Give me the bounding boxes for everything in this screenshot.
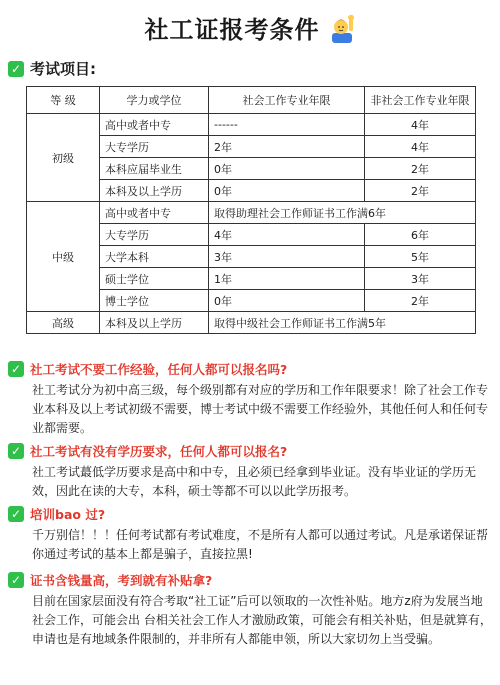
merged-requirement-cell: 取得中级社会工作师证书工作满5年 [209, 312, 476, 334]
social-years-cell: 0年 [209, 158, 365, 180]
social-years-cell: 0年 [209, 290, 365, 312]
education-cell: 博士学位 [100, 290, 209, 312]
qa-item [8, 442, 492, 501]
non-social-years-cell: 2年 [365, 290, 476, 312]
header-social-work-years: 社会工作专业年限 [209, 87, 365, 114]
education-cell: 大专学历 [100, 136, 209, 158]
qa-answer: 社工考试分为初中高三级，每个级别都有对应的学历和工作年限要求！除了社会工作专业本科及以上考试初级不需要，博士考试中级不需要工作经验外，其他任何人和任何专 业都需要。 [32, 383, 489, 435]
qa-question: 社工考试有没有学历要求，任何人都可以报名? [30, 444, 288, 459]
qa-answer: 千万别信！！！任何考试都有考试难度，不是所有人都可以通过考试。凡是承诺保证帮你通过考试的基本上都是骗子，直接拉黑! [32, 528, 489, 561]
social-years-cell: 1年 [209, 268, 365, 290]
education-cell: 高中或者中专 [100, 114, 209, 136]
non-social-years-cell: 5年 [365, 246, 476, 268]
social-years-cell: 4年 [209, 224, 365, 246]
header-non-social-work-years: 非社会工作专业年限 [365, 87, 476, 114]
check-mark-icon: ✓ [8, 361, 24, 377]
qa-question: 证书含钱量高，考到就有补贴拿? [30, 573, 213, 588]
non-social-years-cell: 2年 [365, 180, 476, 202]
social-years-cell: 2年 [209, 136, 365, 158]
level-cell: 高级 [27, 312, 100, 334]
qa-question: 培训bao 过? [30, 507, 106, 522]
education-cell: 大专学历 [100, 224, 209, 246]
table-row [27, 202, 476, 224]
merged-requirement-cell: 取得助理社会工作师证书工作满6年 [209, 202, 476, 224]
qa-question-row [8, 360, 492, 378]
qa-item [8, 505, 492, 564]
qa-answer: 社工考试蕞低学历要求是高中和中专，且必须已经拿到毕业证。没有毕业证的学历无效，因此在读的大专，本科，硕士等都不可以以此学历报考。 [32, 465, 477, 498]
qa-answer: 目前在国家层面没有符合考取“社工证”后可以领取的一次性补贴。地方z府为发展当地社会工作，可能会出 台相关社会工作人才激励政策，可能会有相关补贴，但是就算有，申请也是有地域条件限制的，并非所有人都能申领，所以大家切勿上当受骗。 [32, 594, 492, 646]
social-years-cell: 3年 [209, 246, 365, 268]
non-social-years-cell: 6年 [365, 224, 476, 246]
qa-item [8, 571, 492, 649]
check-mark-icon: ✓ [8, 443, 24, 459]
table-row [27, 114, 476, 136]
non-social-years-cell: 4年 [365, 114, 476, 136]
level-cell: 中级 [27, 202, 100, 312]
exam-section-label: 考试项目: [30, 60, 96, 78]
education-cell: 硕士学位 [100, 268, 209, 290]
header-level: 等 级 [27, 87, 100, 114]
education-cell: 高中或者中专 [100, 202, 209, 224]
education-cell: 本科及以上学历 [100, 312, 209, 334]
title-row [0, 10, 500, 45]
qa-item [8, 360, 492, 438]
qa-question-row [8, 505, 492, 523]
non-social-years-cell: 3年 [365, 268, 476, 290]
requirements-table [26, 86, 476, 334]
page-title: 社工证报考条件 [144, 16, 320, 44]
qa-question-row [8, 442, 492, 460]
check-mark-icon: ✓ [8, 61, 24, 77]
table-row [27, 312, 476, 334]
education-cell: 本科及以上学历 [100, 180, 209, 202]
level-cell: 初级 [27, 114, 100, 202]
header-education: 学力或学位 [100, 87, 209, 114]
qa-question-row [8, 571, 492, 589]
check-mark-icon: ✓ [8, 506, 24, 522]
exam-section-heading [8, 58, 96, 79]
check-mark-icon: ✓ [8, 572, 24, 588]
education-cell: 本科应届毕业生 [100, 158, 209, 180]
qa-question: 社工考试不要工作经验，任何人都可以报名吗? [30, 362, 288, 377]
social-years-cell: 0年 [209, 180, 365, 202]
raising-hand-emoji-icon [328, 13, 356, 43]
non-social-years-cell: 2年 [365, 158, 476, 180]
non-social-years-cell: 4年 [365, 136, 476, 158]
social-years-cell: ------ [209, 114, 365, 136]
table-header-row [27, 87, 476, 114]
education-cell: 大学本科 [100, 246, 209, 268]
